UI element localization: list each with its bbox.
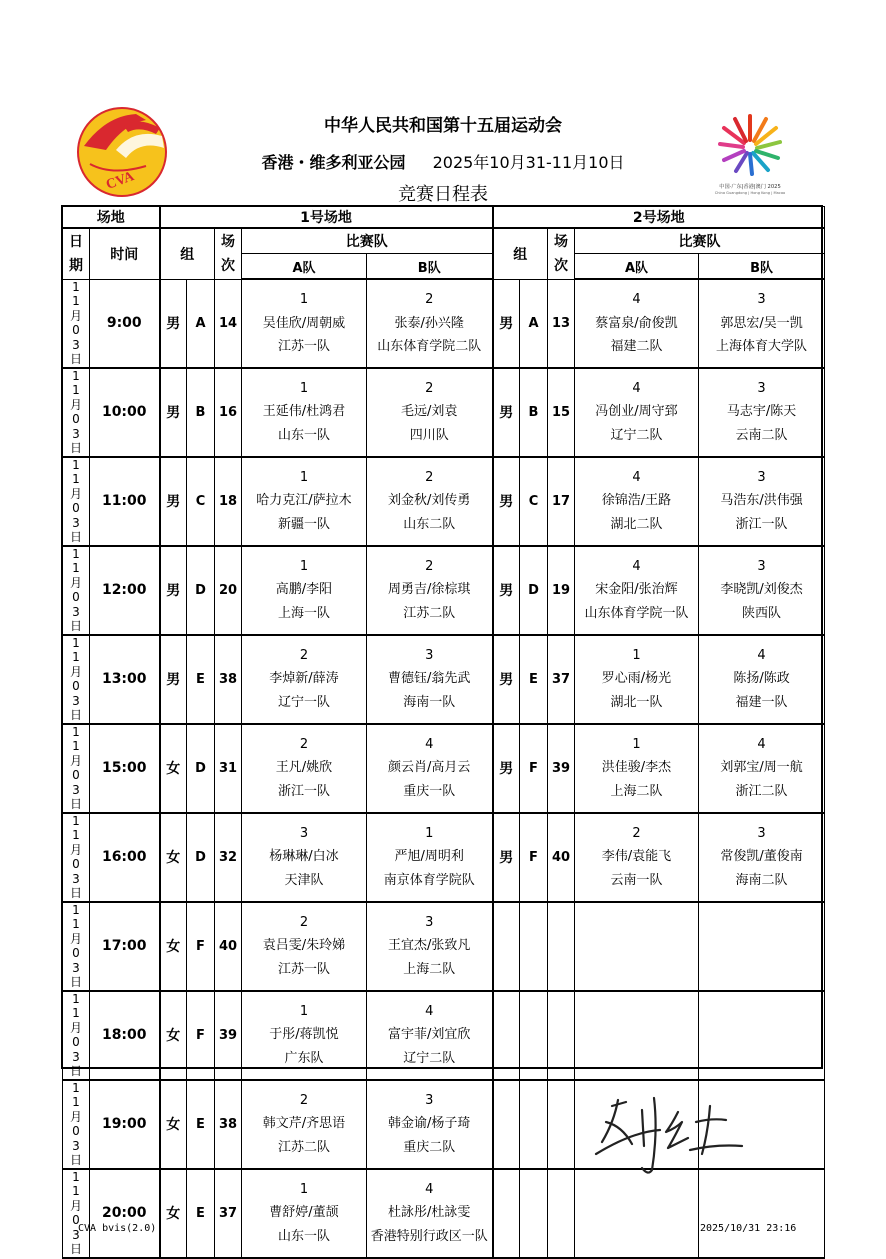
row-c2-subgroup: F	[520, 724, 548, 813]
row-c2-team-a	[575, 813, 699, 902]
team-team: 辽宁二队	[403, 1050, 456, 1066]
row-time: 12:00	[90, 546, 160, 635]
row-c1-team-a	[242, 368, 367, 457]
row-c1-team-b	[367, 813, 493, 902]
row-c1-match-no: 14	[215, 279, 242, 368]
team-team: 海南一队	[403, 694, 456, 710]
team-seed: 3	[757, 825, 766, 841]
row-date: 1 1 月 0 3 日	[63, 546, 90, 635]
team-team: 南京体育学院队	[383, 872, 475, 888]
team-seed: 3	[757, 292, 766, 307]
header-team-b-1: B队	[367, 254, 493, 280]
team-team: 重庆二队	[403, 1139, 456, 1155]
team-players: 罗心雨/杨光	[601, 671, 672, 687]
team-seed: 2	[299, 914, 309, 930]
team-players: 马浩东/洪伟强	[720, 493, 803, 509]
team-team: 浙江一队	[277, 783, 330, 799]
row-c1-team-b	[367, 546, 493, 635]
row-c1-team-a	[242, 724, 367, 813]
row-c2-match-no: 39	[548, 724, 575, 813]
team-seed: 3	[757, 558, 766, 574]
header-team-b-2: B队	[699, 254, 825, 280]
team-players: 杨琳琳/白冰	[269, 849, 339, 865]
row-c1-team-a	[242, 279, 367, 368]
team-team: 云南二队	[735, 427, 788, 443]
row-c2-team-a	[575, 902, 699, 991]
row-c2-gender: 男	[493, 546, 520, 635]
row-time: 15:00	[90, 724, 160, 813]
row-c2-team-b	[699, 279, 825, 368]
row-c2-team-b	[699, 368, 825, 457]
team-seed: 1	[632, 647, 641, 663]
row-c1-match-no: 32	[215, 813, 242, 902]
row-date: 1 1 月 0 3 日	[63, 279, 90, 368]
row-time: 19:00	[90, 1080, 160, 1169]
team-team: 四川队	[409, 427, 449, 443]
row-c2-team-b	[699, 813, 825, 902]
team-players: 毛远/刘袁	[401, 404, 458, 420]
team-team: 江苏一队	[277, 961, 330, 977]
team-team: 福建一队	[735, 694, 788, 710]
team-players: 陈扬/陈政	[733, 671, 790, 687]
team-players: 张泰/孙兴隆	[394, 315, 464, 331]
team-team: 江苏二队	[403, 605, 456, 621]
row-c2-gender: 男	[493, 457, 520, 546]
team-seed: 3	[425, 647, 434, 663]
row-c2-gender: 男	[493, 724, 520, 813]
row-c2-subgroup	[520, 1080, 548, 1169]
header-group-1: 组	[160, 228, 215, 279]
row-time: 13:00	[90, 635, 160, 724]
team-seed: 2	[632, 825, 641, 841]
team-seed: 2	[299, 1092, 309, 1108]
row-date: 1 1 月 0 3 日	[63, 813, 90, 902]
team-team: 上海一队	[277, 605, 330, 621]
row-date: 1 1 月 0 3 日	[63, 368, 90, 457]
header-match-no-2: 场 次	[548, 228, 575, 279]
row-c2-subgroup: B	[520, 368, 548, 457]
team-team: 山东体育学院二队	[377, 339, 482, 354]
row-c1-team-b	[367, 1169, 493, 1258]
row-c2-team-b	[699, 457, 825, 546]
row-c1-match-no: 40	[215, 902, 242, 991]
row-c2-team-b	[699, 546, 825, 635]
team-seed: 1	[299, 1003, 309, 1019]
row-c1-team-b	[367, 724, 493, 813]
row-c2-subgroup: C	[520, 457, 548, 546]
header-team-a-2: A队	[575, 254, 699, 280]
row-c2-match-no: 37	[548, 635, 575, 724]
team-players: 哈力克江/萨拉木	[256, 493, 352, 509]
footer-software: CVA bvis(2.0)	[78, 1223, 157, 1234]
row-c2-subgroup: D	[520, 546, 548, 635]
row-c2-match-no: 13	[548, 279, 575, 368]
schedule-row	[63, 546, 825, 635]
row-date: 1 1 月 0 3 日	[63, 724, 90, 813]
team-team: 陕西队	[742, 605, 782, 621]
team-players: 韩金谕/杨子琦	[388, 1116, 471, 1132]
schedule-row	[63, 457, 825, 546]
team-seed: 4	[757, 647, 766, 663]
team-seed: 3	[425, 1092, 434, 1108]
row-c1-gender: 女	[160, 1080, 187, 1169]
row-time: 10:00	[90, 368, 160, 457]
row-c2-subgroup: A	[520, 279, 548, 368]
event-title: 中华人民共和国第十五届运动会	[324, 116, 562, 136]
row-c1-match-no: 18	[215, 457, 242, 546]
row-c2-gender	[493, 1080, 520, 1169]
row-c1-subgroup: B	[187, 368, 215, 457]
row-c2-team-a	[575, 635, 699, 724]
team-seed: 1	[299, 380, 309, 396]
row-c1-gender: 男	[160, 279, 187, 368]
team-players: 刘金秋/刘传勇	[388, 493, 471, 509]
row-c1-team-b	[367, 991, 493, 1080]
row-c1-team-b	[367, 279, 493, 368]
team-players: 周勇吉/徐棕琪	[388, 582, 471, 598]
row-c1-gender: 女	[160, 991, 187, 1080]
team-seed: 2	[425, 469, 434, 485]
row-c1-match-no: 38	[215, 1080, 242, 1169]
team-team: 山东一队	[277, 1228, 330, 1244]
team-players: 李伟/袁能飞	[601, 849, 672, 865]
logo-left-text: CVA	[104, 169, 137, 193]
row-c1-subgroup: D	[187, 724, 215, 813]
team-seed: 3	[299, 825, 309, 841]
team-seed: 2	[425, 292, 434, 307]
team-players: 吴佳欣/周朝威	[262, 315, 346, 331]
team-seed: 2	[299, 736, 309, 752]
venue-name: 香港・维多利亚公园	[261, 153, 406, 172]
header-teams-2: 比赛队	[575, 228, 825, 254]
row-c1-team-b	[367, 368, 493, 457]
team-team: 江苏二队	[277, 1139, 330, 1155]
row-c2-team-a	[575, 279, 699, 368]
team-players: 王延伟/杜鸿君	[262, 404, 346, 420]
team-seed: 4	[757, 736, 766, 752]
team-players: 富宇菲/刘宜欣	[388, 1027, 471, 1043]
team-seed: 1	[299, 469, 309, 485]
row-c2-gender: 男	[493, 635, 520, 724]
row-c2-gender: 男	[493, 368, 520, 457]
row-c1-team-a	[242, 546, 367, 635]
row-c1-team-b	[367, 902, 493, 991]
row-c2-gender: 男	[493, 279, 520, 368]
team-seed: 4	[632, 558, 641, 574]
team-team: 上海二队	[610, 783, 663, 799]
team-seed: 3	[425, 914, 434, 930]
team-players: 严旭/周明利	[394, 849, 464, 865]
schedule-row	[63, 635, 825, 724]
row-c2-team-b	[699, 724, 825, 813]
team-team: 山东体育学院一队	[584, 605, 689, 621]
schedule-row	[63, 279, 825, 368]
row-c1-gender: 女	[160, 1169, 187, 1258]
team-players: 徐锦浩/王路	[601, 493, 672, 509]
row-c1-match-no: 31	[215, 724, 242, 813]
row-c1-match-no: 37	[215, 1169, 242, 1258]
row-c1-team-a	[242, 991, 367, 1080]
logo-right-text: 中国·广东|香港|澳门 2025	[719, 184, 781, 190]
row-c1-team-a	[242, 1169, 367, 1258]
row-c1-gender: 男	[160, 368, 187, 457]
row-c1-team-b	[367, 457, 493, 546]
row-c2-match-no	[548, 991, 575, 1080]
team-team: 山东二队	[403, 516, 456, 532]
row-c2-team-b	[699, 635, 825, 724]
row-c1-team-a	[242, 813, 367, 902]
team-players: 宋金阳/张治辉	[595, 582, 678, 598]
team-seed: 1	[299, 558, 309, 574]
row-c2-team-a	[575, 991, 699, 1080]
team-players: 高鹏/李阳	[275, 582, 333, 598]
row-c2-team-a	[575, 457, 699, 546]
row-date: 1 1 月 0 3 日	[63, 457, 90, 546]
row-c2-subgroup: F	[520, 813, 548, 902]
event-subtitle	[0, 150, 886, 173]
row-c1-subgroup: A	[187, 279, 215, 368]
row-c1-subgroup: C	[187, 457, 215, 546]
row-c2-match-no: 17	[548, 457, 575, 546]
row-time: 17:00	[90, 902, 160, 991]
row-date: 1 1 月 0 3 日	[63, 991, 90, 1080]
row-c2-team-b	[699, 902, 825, 991]
header-date: 日 期	[63, 228, 90, 279]
team-team: 山东一队	[277, 427, 330, 443]
row-c1-subgroup: E	[187, 1080, 215, 1169]
row-c2-match-no	[548, 902, 575, 991]
team-players: 杜詠彤/杜詠雯	[388, 1205, 471, 1221]
row-c1-match-no: 39	[215, 991, 242, 1080]
row-c2-match-no: 19	[548, 546, 575, 635]
row-date: 1 1 月 0 3 日	[63, 902, 90, 991]
team-seed: 4	[632, 380, 641, 396]
row-date: 1 1 月 0 3 日	[63, 635, 90, 724]
row-time: 9:00	[90, 279, 160, 368]
team-team: 江苏一队	[277, 339, 330, 354]
team-players: 王宜杰/张致凡	[388, 938, 471, 954]
event-dates: 2025年10月31-11月10日	[432, 153, 625, 172]
schedule-row	[63, 813, 825, 902]
row-time: 18:00	[90, 991, 160, 1080]
team-team: 湖北一队	[610, 694, 663, 710]
signature	[592, 1092, 752, 1182]
team-players: 王凡/姚欣	[275, 760, 333, 776]
row-c1-gender: 女	[160, 813, 187, 902]
document-title: 竞赛日程表	[398, 184, 488, 205]
team-team: 上海体育大学队	[716, 339, 808, 354]
row-c1-team-a	[242, 635, 367, 724]
team-team: 天津队	[284, 872, 324, 888]
team-team: 湖北二队	[610, 516, 663, 532]
team-seed: 4	[632, 292, 641, 307]
team-players: 李晓凯/刘俊杰	[720, 582, 803, 598]
row-time: 16:00	[90, 813, 160, 902]
row-c1-match-no: 38	[215, 635, 242, 724]
team-team: 新疆一队	[277, 516, 330, 532]
row-c1-team-a	[242, 1080, 367, 1169]
row-c1-team-a	[242, 457, 367, 546]
team-seed: 1	[632, 736, 641, 752]
team-team: 上海二队	[403, 961, 456, 977]
team-team: 辽宁一队	[277, 694, 330, 710]
team-seed: 4	[425, 1181, 434, 1197]
team-players: 蔡富泉/俞俊凯	[595, 315, 678, 331]
row-c1-subgroup: D	[187, 546, 215, 635]
row-time: 11:00	[90, 457, 160, 546]
row-c2-gender: 男	[493, 813, 520, 902]
team-team: 重庆一队	[403, 783, 456, 799]
row-c2-gender	[493, 902, 520, 991]
row-c1-subgroup: E	[187, 1169, 215, 1258]
team-players: 马志宇/陈天	[726, 404, 797, 420]
svg-text:China Guangdong | Hong Kong |: China Guangdong | Hong Kong | Macao	[714, 191, 786, 195]
row-c2-subgroup	[520, 1169, 548, 1258]
team-team: 海南二队	[735, 872, 788, 888]
row-c1-subgroup: E	[187, 635, 215, 724]
row-c1-subgroup: F	[187, 902, 215, 991]
team-seed: 4	[425, 736, 434, 752]
row-c2-team-a	[575, 368, 699, 457]
row-c1-team-b	[367, 1080, 493, 1169]
header-court-1: 1号场地	[160, 207, 493, 229]
row-c1-subgroup: D	[187, 813, 215, 902]
row-c1-gender: 女	[160, 724, 187, 813]
team-players: 曹舒婷/董颉	[269, 1205, 339, 1221]
team-seed: 1	[299, 292, 309, 307]
team-players: 常俊凯/董俊南	[720, 849, 803, 865]
team-team: 广东队	[284, 1050, 324, 1066]
team-seed: 3	[757, 380, 766, 396]
row-c2-gender	[493, 991, 520, 1080]
header-team-a-1: A队	[242, 254, 367, 280]
team-team: 云南一队	[610, 872, 663, 888]
row-c1-team-a	[242, 902, 367, 991]
row-c2-match-no	[548, 1080, 575, 1169]
schedule-row	[63, 902, 825, 991]
team-team: 辽宁二队	[610, 427, 663, 443]
team-seed: 2	[299, 647, 309, 663]
team-players: 曹德钰/翁先武	[388, 671, 471, 687]
team-players: 李焯新/薛涛	[269, 671, 339, 687]
row-c2-match-no: 15	[548, 368, 575, 457]
team-team: 福建二队	[610, 339, 663, 354]
team-seed: 2	[425, 380, 434, 396]
header-teams-1: 比赛队	[242, 228, 493, 254]
schedule-row	[63, 991, 825, 1080]
row-date: 1 1 月 0 3 日	[63, 1169, 90, 1258]
team-seed: 4	[632, 469, 641, 485]
header-court-2: 2号场地	[493, 207, 825, 229]
team-team: 浙江一队	[735, 516, 788, 532]
row-c2-subgroup	[520, 902, 548, 991]
team-seed: 4	[425, 1003, 434, 1019]
row-c2-subgroup	[520, 991, 548, 1080]
row-c2-subgroup: E	[520, 635, 548, 724]
team-players: 颜云肖/高月云	[388, 760, 471, 776]
team-seed: 1	[425, 825, 434, 841]
header-time: 时间	[90, 228, 160, 279]
team-seed: 2	[425, 558, 434, 574]
footer-timestamp: 2025/10/31 23:16	[700, 1223, 797, 1234]
header-venue: 场地	[63, 207, 160, 229]
team-players: 于彤/蒋凯悦	[269, 1027, 339, 1043]
team-players: 韩文芹/齐思语	[262, 1116, 346, 1132]
team-team: 浙江二队	[735, 783, 788, 799]
row-c1-match-no: 20	[215, 546, 242, 635]
row-date: 1 1 月 0 3 日	[63, 1080, 90, 1169]
row-c1-team-b	[367, 635, 493, 724]
schedule-row	[63, 724, 825, 813]
row-c2-match-no	[548, 1169, 575, 1258]
row-c1-subgroup: F	[187, 991, 215, 1080]
row-c2-match-no: 40	[548, 813, 575, 902]
team-players: 冯创业/周守郅	[595, 404, 678, 420]
row-c2-team-b	[699, 991, 825, 1080]
row-c2-team-a	[575, 724, 699, 813]
team-seed: 1	[299, 1181, 309, 1197]
row-c1-gender: 男	[160, 635, 187, 724]
header-match-no-1: 场 次	[215, 228, 242, 279]
team-players: 袁吕雯/朱玲娣	[262, 938, 346, 954]
row-c2-team-a	[575, 546, 699, 635]
row-c2-gender	[493, 1169, 520, 1258]
team-players: 郭思宏/吴一凯	[720, 315, 803, 331]
row-c1-match-no: 16	[215, 368, 242, 457]
team-team: 香港特别行政区一队	[370, 1228, 488, 1244]
team-players: 洪佳骏/李杰	[601, 760, 672, 776]
row-c1-gender: 男	[160, 546, 187, 635]
row-c1-gender: 男	[160, 457, 187, 546]
header-group-2: 组	[493, 228, 548, 279]
schedule-row	[63, 368, 825, 457]
row-time: 20:00	[90, 1169, 160, 1258]
team-seed: 3	[757, 469, 766, 485]
row-c1-gender: 女	[160, 902, 187, 991]
team-players: 刘郭宝/周一航	[720, 760, 803, 776]
